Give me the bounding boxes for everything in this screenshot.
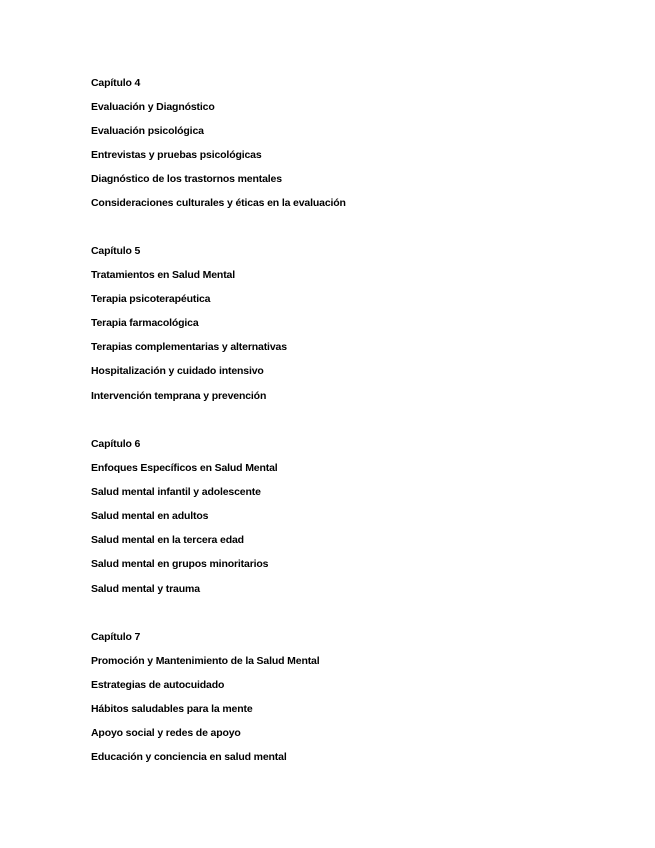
chapter-7-item: Estrategias de autocuidado — [91, 679, 225, 691]
chapter-6-heading: Capítulo 6 — [91, 438, 141, 450]
chapter-4-title: Evaluación y Diagnóstico — [91, 101, 215, 113]
chapter-5-heading: Capítulo 5 — [91, 245, 141, 257]
chapter-6-item: Salud mental y trauma — [91, 583, 200, 595]
chapter-4-item: Diagnóstico de los trastornos mentales — [91, 173, 282, 185]
chapter-5-item: Terapia psicoterapéutica — [91, 293, 211, 305]
chapter-6-item: Salud mental infantil y adolescente — [91, 486, 261, 498]
chapter-7-heading: Capítulo 7 — [91, 631, 141, 643]
chapter-7-item: Apoyo social y redes de apoyo — [91, 727, 241, 739]
chapter-7-item: Hábitos saludables para la mente — [91, 703, 253, 715]
chapter-7-item: Educación y conciencia en salud mental — [91, 751, 287, 763]
chapter-6-item: Salud mental en grupos minoritarios — [91, 558, 269, 570]
chapter-6-title: Enfoques Específicos en Salud Mental — [91, 462, 278, 474]
chapter-4-item: Evaluación psicológica — [91, 125, 204, 137]
chapter-6-item: Salud mental en adultos — [91, 510, 209, 522]
chapter-5-item: Intervención temprana y prevención — [91, 390, 267, 402]
chapter-6-item: Salud mental en la tercera edad — [91, 534, 244, 546]
chapter-4-heading: Capítulo 4 — [91, 77, 141, 89]
chapter-5-item: Hospitalización y cuidado intensivo — [91, 365, 264, 377]
chapter-5-item: Terapias complementarias y alternativas — [91, 341, 287, 353]
chapter-5-item: Terapia farmacológica — [91, 317, 199, 329]
chapter-4-item: Entrevistas y pruebas psicológicas — [91, 149, 262, 161]
chapter-4-item: Consideraciones culturales y éticas en la evaluación — [91, 197, 346, 209]
chapter-5-title: Tratamientos en Salud Mental — [91, 269, 235, 281]
chapter-7-title: Promoción y Mantenimiento de la Salud Mental — [91, 655, 320, 667]
